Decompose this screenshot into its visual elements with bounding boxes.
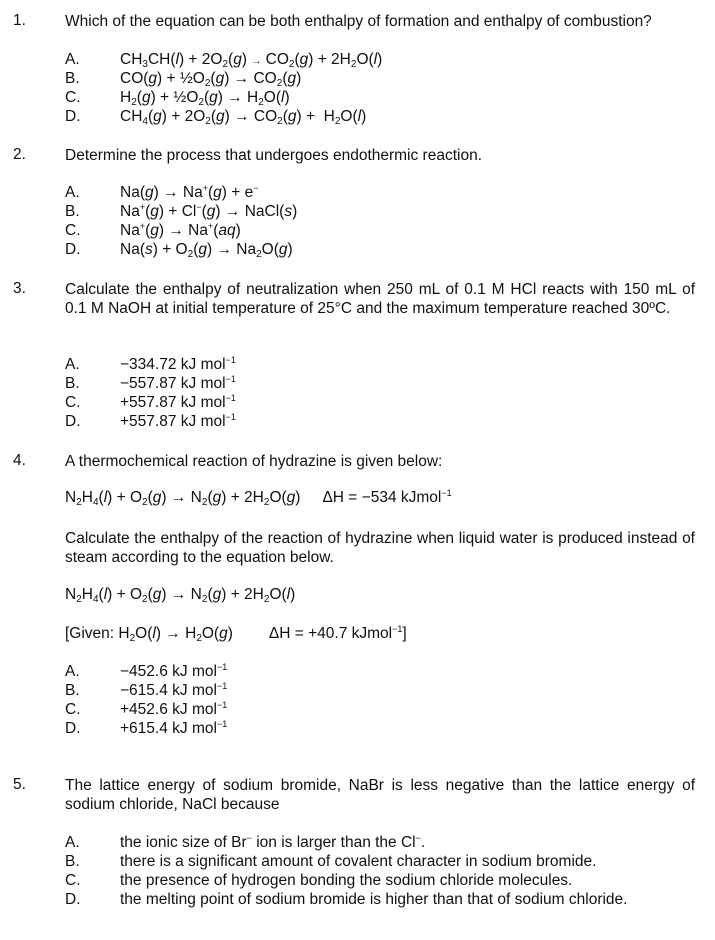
option-equation: Na+(g) → Na+(aq) — [120, 221, 241, 239]
option-letter: C. — [65, 89, 81, 106]
option-equation: $CH_4(g) + 2O_2(g) \to CO_2(g) + H_2O(l)$ — [120, 108, 367, 127]
option-letter: D. — [65, 891, 81, 908]
question-text: Which of the equation can be both enthalpy of formation and enthalpy of combustion? — [65, 13, 652, 30]
q3-option-a[interactable] — [65, 355, 705, 374]
q4-question-text-2: Calculate the enthalpy of the reaction of hydrazine when liquid water is produced instead of steam according to the equation below. — [65, 530, 695, 566]
question-number: 3. — [13, 280, 26, 297]
option-value: −557.87 kJ mol$^{-1}$ — [120, 374, 236, 392]
given-enthalpy: ΔH = +40.7 kJmol$^{-1}$] — [268, 624, 407, 642]
q5-option-c[interactable] — [65, 871, 705, 890]
option-value: +557.87 kJ mol$^{-1}$ — [120, 393, 236, 411]
question-text: The lattice energy of sodium bromide, NaBr is less negative than the lattice energy of sodium chloride, NaCl because — [65, 777, 695, 813]
option-value: +615.4 kJ mol$^{-1}$ — [120, 719, 228, 737]
question-text: A thermochemical reaction of hydrazine is given below: — [65, 453, 443, 470]
question-number: 2. — [13, 146, 26, 163]
q4-reaction-equation: $N_2H_4(l) + O_2(g) \to N_2(g) + 2H_2O(g) \Delta H = -534$ kJmol$^{-1}$ — [65, 488, 452, 508]
option-letter: C. — [65, 222, 81, 239]
q2-option-d[interactable] — [65, 240, 705, 259]
question-text: Calculate the enthalpy of neutralization when 250 mL of 0.1 M HCl reacts with 150 mL of 0.1 M NaOH at initial temperature of 25°C and the maximum temperature reached 30ºC. — [65, 281, 695, 317]
option-letter: A. — [65, 356, 80, 373]
option-value: +557.87 kJ mol$^{-1}$ — [120, 412, 236, 430]
option-text: the melting point of sodium bromide is higher than that of sodium chloride. — [120, 891, 628, 908]
q1-option-d[interactable] — [65, 107, 705, 126]
q5-option-b[interactable] — [65, 852, 705, 871]
option-equation: $CH_3CH(l) + 2O_2(g) \to CO_2(g) + 2H_2O(l)$ — [120, 51, 383, 70]
question-number: 5. — [13, 776, 26, 793]
q4-option-c[interactable] — [65, 700, 705, 719]
question-number: 4. — [13, 452, 26, 469]
option-letter: C. — [65, 394, 81, 411]
option-value: +452.6 kJ mol$^{-1}$ — [120, 700, 228, 718]
option-letter: D. — [65, 720, 81, 737]
option-letter: B. — [65, 203, 80, 220]
option-equation: Na+(g) + Cl−(g) → NaCl(s) — [120, 202, 298, 220]
q2-option-b[interactable] — [65, 202, 705, 221]
q1-option-b[interactable] — [65, 69, 705, 88]
option-value: −334.72 kJ mol$^{-1}$ — [120, 355, 236, 373]
q4-target-equation: $N_2H_4(l) + O_2(g) \to N_2(g) + 2H_2O(l)$ — [65, 586, 296, 605]
q5-option-d[interactable] — [65, 890, 705, 909]
option-letter: A. — [65, 184, 80, 201]
q3-option-b[interactable] — [65, 374, 705, 393]
option-text: there is a significant amount of covalent character in sodium bromide. — [120, 853, 597, 870]
option-letter: B. — [65, 853, 80, 870]
question-text: Determine the process that undergoes endothermic reaction. — [65, 147, 483, 164]
option-letter: A. — [65, 51, 80, 68]
q5-option-a[interactable] — [65, 833, 705, 852]
option-equation: $Na(s) + O_2(g) \to Na_2O(g)$ — [120, 241, 293, 260]
option-text: the ionic size of Br− ion is larger than the Cl−. — [120, 833, 426, 851]
option-value: −615.4 kJ mol$^{-1}$ — [120, 681, 228, 699]
option-letter: D. — [65, 413, 81, 430]
option-letter: B. — [65, 682, 80, 699]
enthalpy-change: ΔH = −534 kJmol$^{-1}$ — [322, 488, 452, 506]
option-equation: $CO(g) + \frac{1}{2}O_2(g) \to CO_2(g)$ — [120, 70, 302, 89]
q2-option-a[interactable] — [65, 183, 705, 202]
q4-option-b[interactable] — [65, 681, 705, 700]
q3-option-c[interactable] — [65, 393, 705, 412]
q4-given: [Given: $H_2O(l) \to H_2O(g) \Delta H = +40.7$ kJmol$^{-1}$] — [65, 624, 407, 644]
option-equation: Na(g) → Na+(g) + e− — [120, 183, 259, 201]
option-letter: A. — [65, 663, 80, 680]
q2-option-c[interactable] — [65, 221, 705, 240]
q4-option-d[interactable] — [65, 719, 705, 738]
option-letter: B. — [65, 70, 80, 87]
q1-option-c[interactable] — [65, 88, 705, 107]
q4-option-a[interactable] — [65, 662, 705, 681]
option-letter: D. — [65, 241, 81, 258]
question-number: 1. — [13, 12, 26, 29]
option-letter: C. — [65, 872, 81, 889]
option-text: the presence of hydrogen bonding the sodium chloride molecules. — [120, 872, 573, 889]
option-letter: C. — [65, 701, 81, 718]
option-letter: B. — [65, 375, 80, 392]
q1-option-a[interactable] — [65, 50, 705, 69]
option-equation: $H_2(g)$ + $\frac{1}{2}O_2(g) \to H_2O(l)$ — [120, 89, 290, 108]
option-value: −452.6 kJ mol$^{-1}$ — [120, 662, 228, 680]
option-letter: D. — [65, 108, 81, 125]
q3-option-d[interactable] — [65, 412, 705, 431]
option-letter: A. — [65, 834, 80, 851]
